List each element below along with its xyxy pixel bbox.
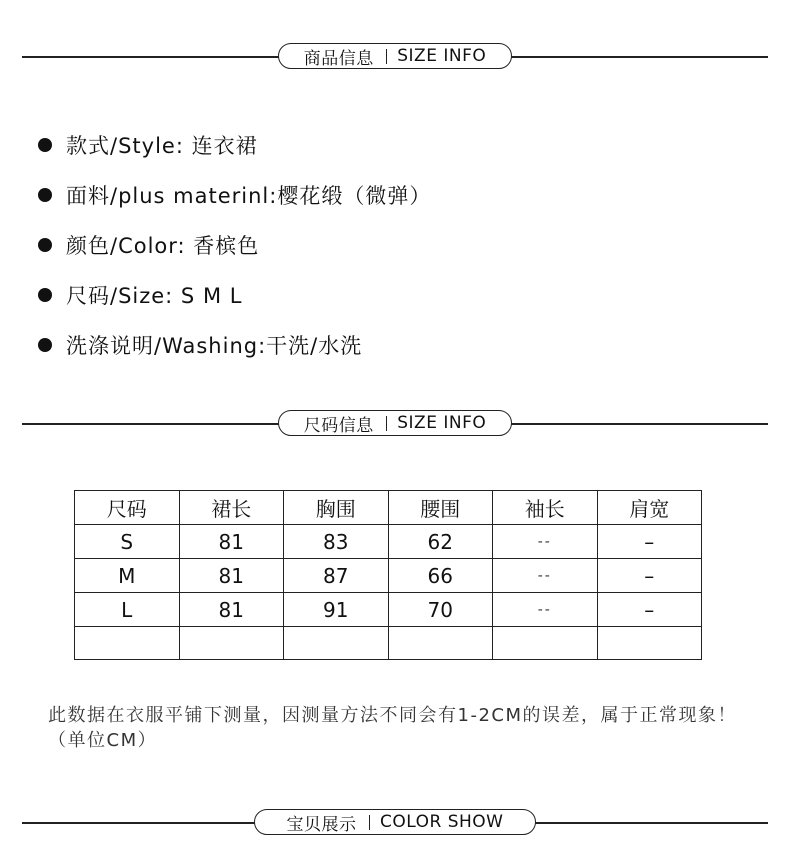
section-title-cn: 宝贝展示: [286, 814, 357, 835]
table-cell: –: [597, 525, 702, 559]
bullet-icon: [38, 288, 52, 302]
table-cell: [284, 627, 389, 660]
measurement-note: 此数据在衣服平铺下测量，因测量方法不同会有1-2CM的误差，属于正常现象！（单位CM）: [48, 705, 737, 751]
product-info-list: [38, 120, 431, 370]
section-title-pill: [278, 410, 512, 436]
title-separator: [386, 416, 388, 431]
info-item-style: [38, 120, 431, 170]
table-cell: [493, 627, 598, 660]
table-cell: [388, 627, 493, 660]
info-text: 尺码/Size: S M L: [66, 284, 243, 308]
title-separator: [369, 815, 371, 830]
section-title-pill: [278, 43, 512, 69]
size-table: [74, 490, 702, 660]
header-cell: 胸围: [284, 491, 389, 525]
table-cell: 66: [388, 559, 493, 593]
table-cell: –: [597, 593, 702, 627]
info-text: 面料/plus materinl:樱花缎（微弹）: [66, 184, 432, 208]
section-title-pill: [254, 809, 536, 835]
table-cell: 87: [284, 559, 389, 593]
table-cell: 81: [179, 525, 284, 559]
header-cell: 腰围: [388, 491, 493, 525]
table-cell: [75, 627, 180, 660]
table-header-row: [75, 491, 702, 525]
table-cell: 81: [179, 593, 284, 627]
bullet-icon: [38, 138, 52, 152]
table-cell: --: [493, 593, 598, 627]
table-cell: 83: [284, 525, 389, 559]
table-row: [75, 593, 702, 627]
info-item-size: [38, 270, 431, 320]
table-cell: M: [75, 559, 180, 593]
section-header-size-info: [22, 409, 768, 439]
header-cell: 袖长: [493, 491, 598, 525]
section-title-en: SIZE INFO: [397, 413, 487, 433]
bullet-icon: [38, 238, 52, 252]
section-header-color-show: [22, 808, 768, 838]
table-cell: L: [75, 593, 180, 627]
table-cell: [179, 627, 284, 660]
table-cell: –: [597, 559, 702, 593]
table-cell: [597, 627, 702, 660]
table-cell: --: [493, 525, 598, 559]
header-cell: 肩宽: [597, 491, 702, 525]
table-cell: 70: [388, 593, 493, 627]
title-separator: [386, 49, 388, 64]
header-cell: 裙长: [179, 491, 284, 525]
bullet-icon: [38, 188, 52, 202]
table-cell: --: [493, 559, 598, 593]
table-row: [75, 627, 702, 660]
section-title-cn: 尺码信息: [303, 415, 374, 436]
header-cell: 尺码: [75, 491, 180, 525]
bullet-icon: [38, 338, 52, 352]
table-cell: 62: [388, 525, 493, 559]
info-item-fabric: [38, 170, 431, 220]
info-item-washing: [38, 320, 431, 370]
section-header-product-info: [22, 42, 768, 72]
table-cell: 81: [179, 559, 284, 593]
section-title-en: COLOR SHOW: [380, 812, 504, 832]
section-title-en: SIZE INFO: [397, 46, 487, 66]
info-text: 款式/Style: 连衣裙: [66, 134, 258, 158]
info-text: 洗涤说明/Washing:干洗/水洗: [66, 334, 363, 358]
table-cell: 91: [284, 593, 389, 627]
section-title-cn: 商品信息: [303, 48, 374, 69]
table-row: [75, 525, 702, 559]
table-cell: S: [75, 525, 180, 559]
table-row: [75, 559, 702, 593]
info-item-color: [38, 220, 431, 270]
info-text: 颜色/Color: 香槟色: [66, 234, 260, 258]
